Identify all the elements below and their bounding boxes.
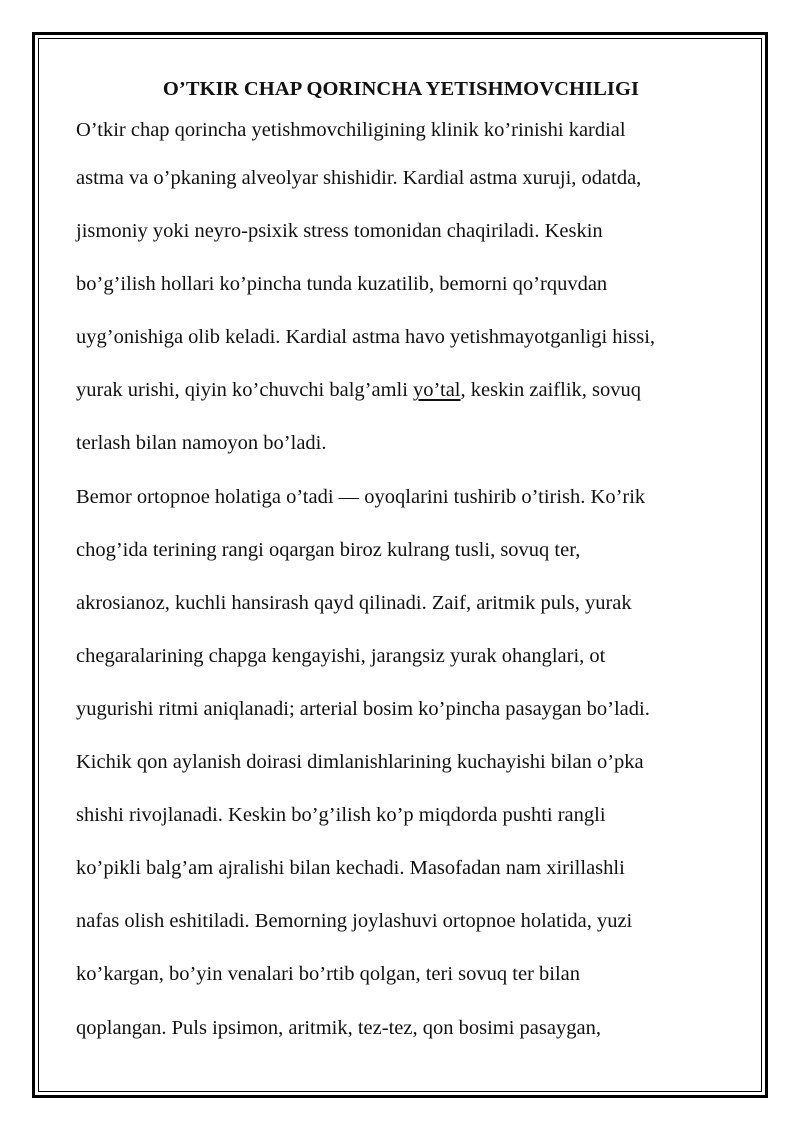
paragraph-text: yurak urishi, qiyin ko’chuvchi balg’amli (76, 379, 414, 402)
paragraph-line: yugurishi ritmi aniqlanadi; arterial bosim ko’pincha pasaygan bo’ladi. (76, 697, 650, 720)
paragraph-line: shishi rivojlanadi. Keskin bo’g’ilish ko’p miqdorda pushti rangli (76, 804, 606, 827)
paragraph-1 (76, 108, 726, 471)
paragraph-line: bo’g’ilish hollari ko’pincha tunda kuzatilib, bemorni qo’rquvdan (76, 273, 608, 296)
paragraph-line: chog’ida terining rangi oqargan biroz kulrang tusli, sovuq ter, (76, 538, 581, 561)
paragraph-line: akrosianoz, kuchli hansirash qayd qilinadi. Zaif, aritmik puls, yurak (76, 591, 632, 614)
paragraph-line: jismoniy yoki neyro-psixik stress tomonidan chaqiriladi. Keskin (76, 220, 603, 243)
paragraph-line: astma va o’pkaning alveolyar shishidir. Kardial astma xuruji, odatda, (76, 167, 642, 189)
paragraph-line: ko’pikli balg’am ajralishi bilan kechadi. Masofadan nam xirillashli (76, 857, 625, 880)
paragraph-line: O’tkir chap qorincha yetishmovchiligining klinik ko’rinishi kardial (76, 119, 626, 141)
paragraph-line: uyg’onishiga olib keladi. Kardial astma havo yetishmayotganligi hissi, (76, 326, 656, 349)
paragraph-line: ko’kargan, bo’yin venalari bo’rtib qolgan, teri sovuq ter bilan (76, 963, 581, 986)
document-body (76, 70, 726, 1055)
document-title: O’TKIR CHAP QORINCHA YETISHMOVCHILIGI (162, 78, 640, 100)
paragraph-line: qoplangan. Puls ipsimon, aritmik, tez-tez, qon bosimi pasaygan, (76, 1016, 601, 1039)
paragraph-text: , keskin zaiflik, sovuq (460, 379, 641, 402)
yotal-link[interactable]: yo’tal (413, 379, 461, 402)
paragraph-line: Kichik qon aylanish doirasi dimlanishlarining kuchayishi bilan o’pka (76, 751, 644, 774)
paragraph-line: nafas olish eshitiladi. Bemorning joylashuvi ortopnoe holatida, yuzi (76, 910, 633, 933)
paragraph-line: Bemor ortopnoe holatiga o’tadi — oyoqlarini tushirib o’tirish. Ko’rik (76, 485, 646, 508)
paragraph-line-with-link (76, 364, 726, 417)
paragraph-line: chegaralarining chapga kengayishi, jarangsiz yurak ohanglari, ot (76, 644, 606, 667)
paragraph-2 (76, 471, 726, 1055)
paragraph-line: terlash bilan namoyon bo’ladi. (76, 432, 327, 455)
